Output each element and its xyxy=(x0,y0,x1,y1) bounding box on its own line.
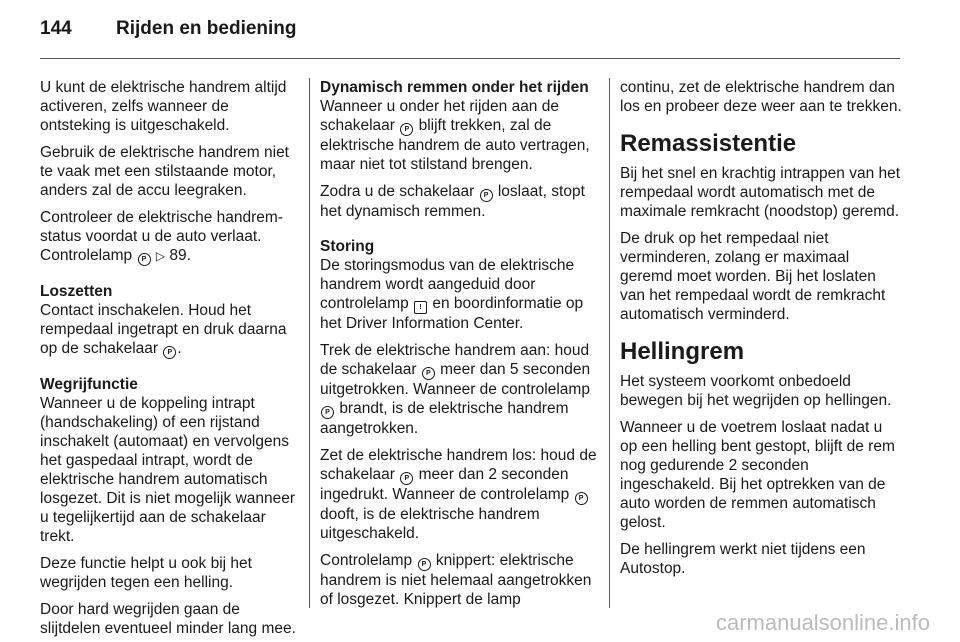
column-3 xyxy=(610,78,902,608)
paragraph: Zet de elektrische handrem los: houd de schakelaar P meer dan 2 seconden ingedrukt. Wanneer de controlelamp P dooft, is de elektrische handrem uitgeschakeld. xyxy=(320,447,597,542)
paragraph: De druk op het rempedaal niet verminderen, zolang er maximaal geremd moet worden. Bij het loslaten van het rempedaal wordt de remkracht automatisch verminderd. xyxy=(620,230,886,323)
subheading-loszetten: Loszetten xyxy=(40,283,113,300)
paragraph: Zodra u de schakelaar P loslaat, stopt het dynamisch remmen. xyxy=(320,183,585,220)
parking-brake-switch-icon: P xyxy=(400,472,413,485)
paragraph: Contact inschakelen. Houd het rempedaal ingetrapt en druk daarna op de schakelaar P . xyxy=(40,302,287,357)
parking-brake-switch-icon: P xyxy=(480,189,493,202)
paragraph: continu, zet de elektrische handrem dan los en probeer deze weer aan te trekken. xyxy=(620,79,902,115)
paragraph: Controleer de elektrische handrem-status voordat u de auto verlaat. Controlelamp P ▷ 89. xyxy=(40,209,283,264)
parking-brake-lamp-icon: P xyxy=(321,406,334,419)
page-ref-arrow-icon: ▷ xyxy=(155,249,166,263)
page-header xyxy=(40,18,297,48)
section-title-hellingrem: Hellingrem xyxy=(620,338,745,365)
brake-fault-lamp-icon: ! xyxy=(414,301,427,314)
paragraph: Wanneer u de voetrem loslaat nadat u op een helling bent gestopt, blijft de rem nog gedurende 2 seconden ingeschakeld. Bij het optrekken van de auto worden de remmen automatisch gelost. xyxy=(620,419,895,531)
paragraph: Trek de elektrische handrem aan: houd de schakelaar P meer dan 5 seconden uitgetrokken. Wanneer de controlelamp P brandt, is de elektrische handrem aangetrokken. xyxy=(320,342,591,437)
paragraph: Bij het snel en krachtig intrappen van het rempedaal wordt automatisch met de maximale remkracht (noodstop) geremd. xyxy=(620,165,901,220)
parking-brake-switch-icon: P xyxy=(422,367,435,380)
paragraph: Wanneer u de koppeling intrapt (handschakeling) of een rijstand inschakelt (automaat) en vervolgens het gaspedaal intrapt, wordt de elektrische handrem automatisch losgezet. Dit is niet mogelijk wanneer u tegelijkertijd aan de schakelaar trekt. xyxy=(40,395,296,545)
subheading-storing: Storing xyxy=(320,238,375,255)
parking-brake-switch-icon: P xyxy=(163,346,176,359)
watermark: carmanualsonline.info xyxy=(715,610,930,635)
paragraph: Door hard wegrijden gaan de slijtdelen eventueel minder lang mee. xyxy=(40,601,296,637)
paragraph: Deze functie helpt u ook bij het wegrijden tegen een helling. xyxy=(40,555,252,591)
paragraph: Gebruik de elektrische handrem niet te vaak met een stilstaande motor, anders zal de accu leegraken. xyxy=(40,144,289,199)
parking-brake-switch-icon: P xyxy=(400,123,413,136)
parking-brake-lamp-icon: P xyxy=(418,558,431,571)
subheading-dynamisch-remmen: Dynamisch remmen onder het rijden xyxy=(320,79,589,96)
page-title: Rijden en bediening xyxy=(116,18,297,39)
column-1 xyxy=(40,78,310,637)
paragraph: Controlelamp P knippert: elektrische handrem is niet helemaal aangetrokken of losgezet. Knippert de lamp xyxy=(320,552,592,608)
page-number: 144 xyxy=(40,18,72,39)
parking-brake-lamp-icon: P xyxy=(575,492,588,505)
paragraph: Wanneer u onder het rijden aan de schakelaar P blijft trekken, zal de elektrische handrem de auto vertragen, maar niet tot stilstand brengen. xyxy=(320,98,590,173)
subheading-wegrijfunctie: Wegrijfunctie xyxy=(40,376,138,393)
paragraph: U kunt de elektrische handrem altijd activeren, zelfs wanneer de ontsteking is uitgeschakeld. xyxy=(40,79,287,134)
section-title-remassistentie: Remassistentie xyxy=(620,130,797,157)
paragraph: De hellingrem werkt niet tijdens een Autostop. xyxy=(620,541,866,577)
paragraph: Het systeem voorkomt onbedoeld bewegen bij het wegrijden op hellingen. xyxy=(620,373,892,409)
parking-brake-lamp-icon: P xyxy=(138,253,151,266)
paragraph: De storingsmodus van de elektrische handrem wordt aangeduid door controlelamp ! en boordinformatie op het Driver Information Center. xyxy=(320,257,584,332)
header-divider xyxy=(40,58,900,59)
column-2 xyxy=(310,78,610,608)
